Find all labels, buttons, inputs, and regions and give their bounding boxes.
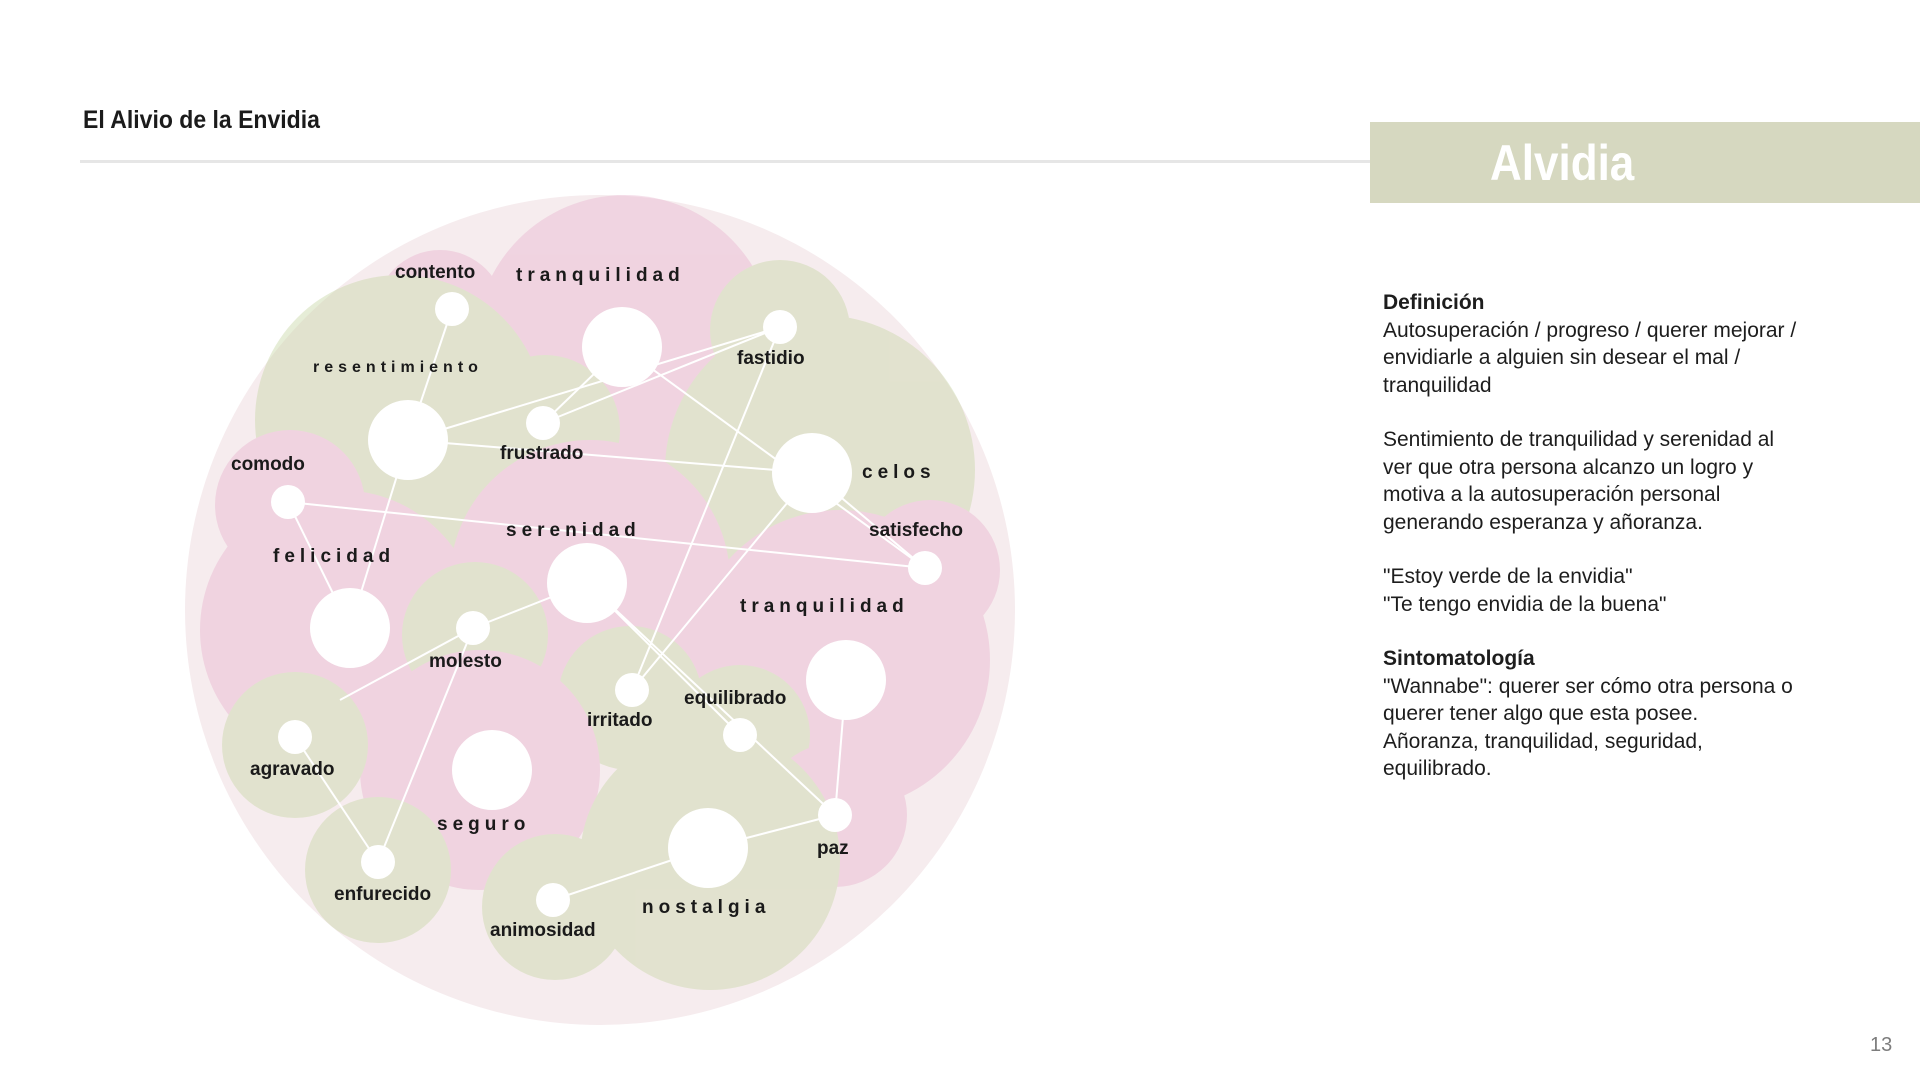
label-paz: paz [817,838,849,859]
label-nostalgia: nostalgia [642,897,771,918]
node-satisfecho [908,551,942,585]
label-tranquilidad-right: tranquilidad [740,596,909,617]
label-tranquilidad-top: tranquilidad [516,265,685,286]
definition-heading: Definición [1383,291,1485,314]
node-enfurecido [361,845,395,879]
label-felicidad: felicidad [273,546,396,567]
node-tranquilidad-right [806,640,886,720]
quote-1: "Estoy verde de la envidia" [1383,565,1633,588]
label-agravado: agravado [250,759,335,780]
node-fastidio [763,310,797,344]
quote-2: "Te tengo envidia de la buena" [1383,592,1667,616]
node-seguro [452,730,532,810]
info-panel [1383,289,1803,783]
node-contento [435,292,469,326]
label-resentimiento: resentimiento [313,359,483,376]
label-animosidad: animosidad [490,920,596,941]
label-enfurecido: enfurecido [334,884,432,905]
label-comodo: comodo [231,454,305,475]
symptoms-heading: Sintomatología [1383,647,1535,670]
node-comodo [271,485,305,519]
label-contento: contento [395,262,476,283]
label-fastidio: fastidio [737,348,805,369]
banner-title: Alvidia [1490,135,1635,191]
label-frustrado: frustrado [500,443,584,464]
description-text: Sentimiento de tranquilidad y serenidad al ver que otra persona alcanzo un logro y motiva a la autosuperación personal generando esperanza y añoranza. [1383,428,1775,534]
label-satisfecho: satisfecho [869,520,963,541]
node-animosidad [536,883,570,917]
label-equilibrado: equilibrado [684,688,787,709]
page-title: El Alivio de la Envidia [83,106,320,134]
label-serenidad: serenidad [506,520,641,541]
node-irritado [615,673,649,707]
node-felicidad [310,588,390,668]
node-molesto [456,611,490,645]
node-resentimiento [368,400,448,480]
node-equilibrado [723,718,757,752]
label-molesto: molesto [429,651,502,672]
node-celos [772,433,852,513]
node-nostalgia [668,808,748,888]
node-agravado [278,720,312,754]
node-serenidad [547,543,627,623]
label-seguro: seguro [437,814,531,835]
page-number: 13 [1870,1034,1893,1056]
symptoms-text: "Wannabe": querer ser cómo otra persona o querer tener algo que esta posee. Añoranza, tranquilidad, seguridad, equilibrado. [1383,674,1793,780]
label-irritado: irritado [587,710,653,731]
label-celos: celos [862,462,936,483]
node-frustrado [526,406,560,440]
node-paz [818,798,852,832]
definition-text: Autosuperación / progreso / querer mejorar / envidiarle a alguien sin desear el mal / tranquilidad [1383,318,1797,397]
node-tranquilidad [582,307,662,387]
